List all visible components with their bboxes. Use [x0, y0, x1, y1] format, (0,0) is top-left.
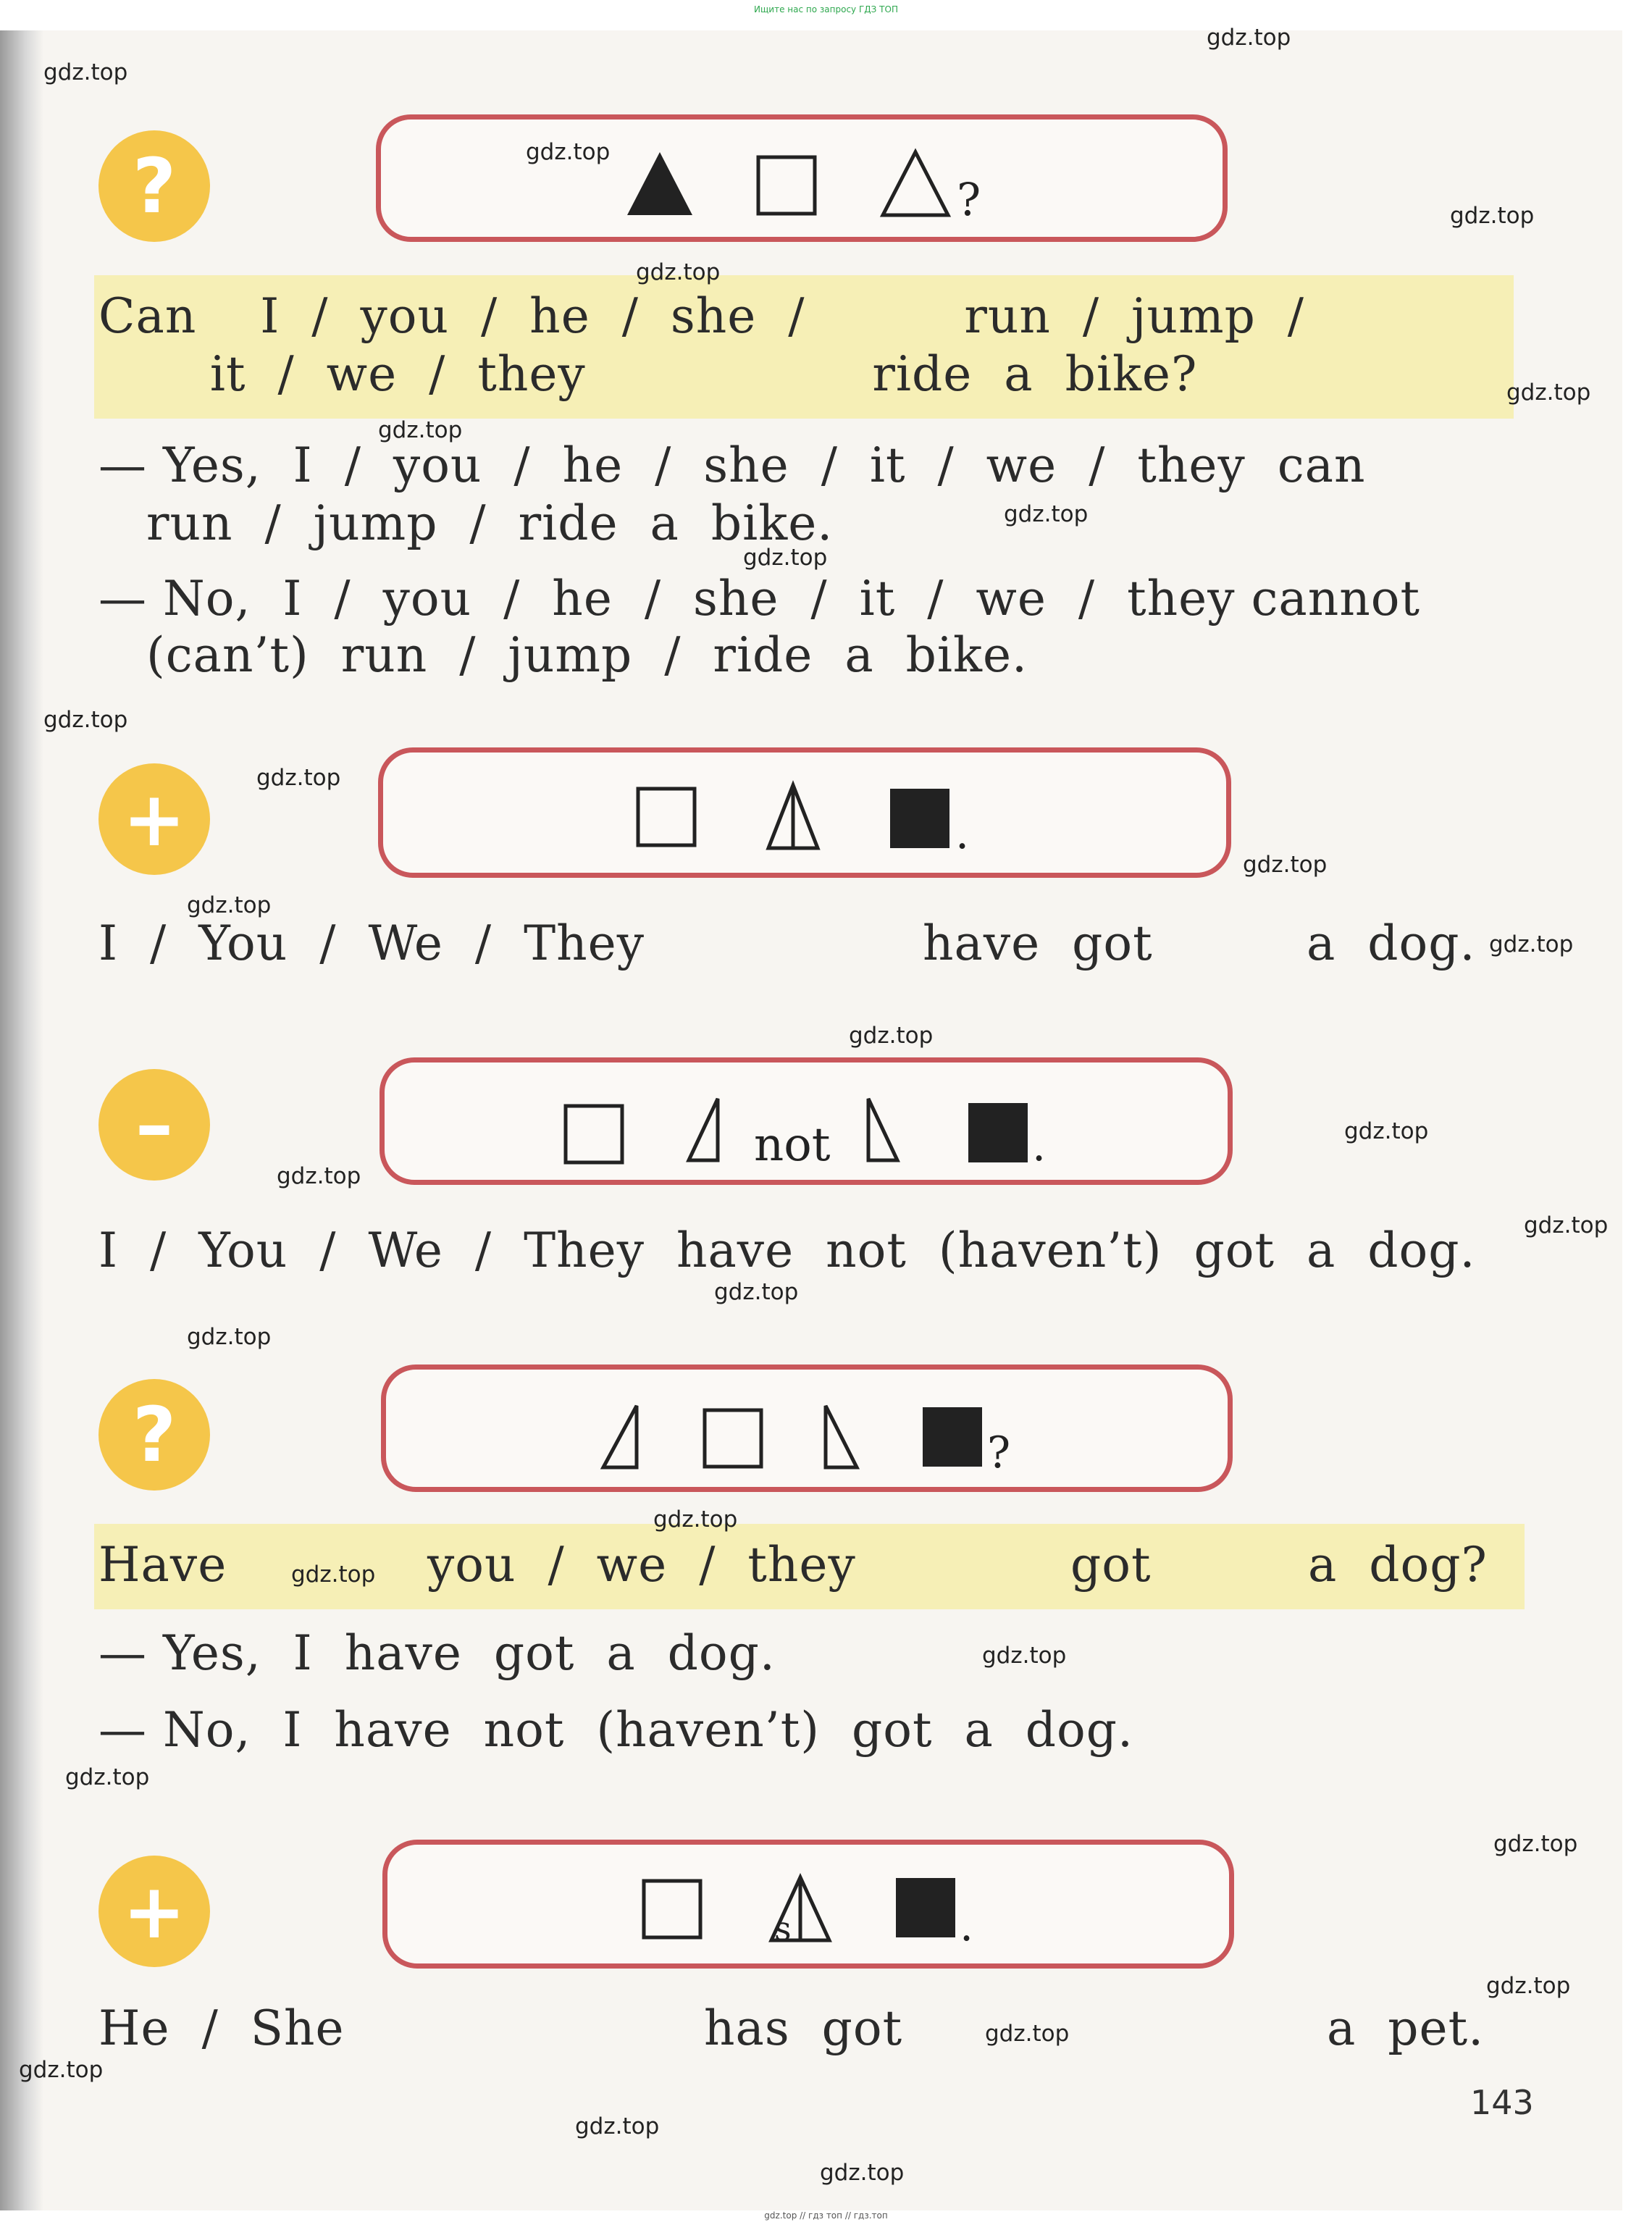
pattern-shapes — [385, 1062, 1238, 1190]
minus-badge: – — [98, 1069, 210, 1181]
book-spine-shadow — [0, 30, 43, 2210]
pattern-box-affirmative-have — [378, 747, 1231, 878]
watermark: gdz.top — [1344, 1118, 1429, 1144]
watermark: gdz.top — [1243, 852, 1328, 878]
answer-no-can-line-2: (can’t) run / jump / ride a bike. — [98, 627, 1028, 683]
empty-square-icon — [705, 1410, 761, 1467]
plus-badge: + — [98, 763, 210, 875]
filled-square-icon — [968, 1103, 1028, 1162]
pattern-shapes — [386, 1370, 1238, 1497]
right-half-triangle-icon — [868, 1099, 897, 1160]
answer-yes-can-line-2: run / jump / ride a bike. — [98, 495, 834, 551]
watermark: gdz.top — [277, 1163, 361, 1189]
sentence-subjects: I / You / We / They — [98, 915, 645, 971]
watermark: gdz.top — [291, 1562, 376, 1588]
watermark: gdz.top — [849, 1023, 934, 1049]
empty-square-icon — [566, 1106, 622, 1162]
watermark: gdz.top — [820, 2160, 905, 2186]
question-have-subjects: you / we / they — [427, 1537, 856, 1593]
pattern-box-affirmative-has — [382, 1840, 1234, 1969]
pattern-s-letter: s — [774, 1909, 792, 1948]
watermark: gdz.top — [1524, 1212, 1609, 1238]
filled-square-icon — [890, 789, 949, 848]
watermark: gdz.top — [65, 1764, 150, 1790]
empty-square-icon — [644, 1881, 700, 1937]
sentence-verb: have got — [923, 915, 1153, 971]
watermark: gdz.top — [714, 1279, 799, 1305]
answer-no-have: — No, I have not (haven’t) got a dog. — [98, 1702, 1133, 1758]
left-half-triangle-icon — [603, 1406, 637, 1467]
watermark: gdz.top — [1004, 501, 1089, 527]
pattern-box-question-have — [381, 1365, 1233, 1492]
question-have-object: a dog? — [1308, 1537, 1488, 1593]
watermark: gdz.top — [43, 707, 128, 733]
watermark: gdz.top — [378, 417, 463, 443]
pattern-period: . — [960, 1900, 974, 1951]
watermark: gdz.top — [985, 2021, 1070, 2047]
has-sentence-object: a pet. — [1327, 2000, 1485, 2056]
question-badge: ? — [98, 130, 210, 242]
filled-square-icon — [923, 1407, 982, 1467]
watermark: gdz.top — [1450, 203, 1535, 229]
watermark: gdz.top — [1493, 1831, 1578, 1857]
pattern-box-negative-have — [380, 1057, 1233, 1185]
left-half-triangle-icon — [689, 1099, 718, 1160]
question-can-line-1: Can I / you / he / she / run / jump / — [98, 288, 1305, 344]
bottom-note: gdz.top // гдз топ // гдз.топ — [764, 2210, 888, 2221]
empty-triangle-icon — [883, 152, 948, 215]
pattern-question-mark: ? — [957, 173, 981, 226]
watermark: gdz.top — [187, 1324, 272, 1350]
answer-no-can-line-1: — No, I / you / he / she / it / we / they cannot — [98, 571, 1421, 626]
pattern-shapes — [383, 753, 1236, 883]
watermark: gdz.top — [256, 765, 341, 791]
question-have-verb: got — [1070, 1537, 1152, 1593]
filled-triangle-icon — [627, 152, 692, 215]
watermark: gdz.top — [1506, 380, 1591, 406]
watermark: gdz.top — [1207, 25, 1291, 51]
watermark: gdz.top — [1489, 931, 1574, 957]
negative-sentence: I / You / We / They have not (haven’t) got a dog. — [98, 1223, 1476, 1278]
top-search-note: Ищите нас по запросу ГДЗ ТОП — [754, 4, 898, 14]
watermark: gdz.top — [575, 2113, 660, 2139]
answer-yes-can-line-1: — Yes, I / you / he / she / it / we / they can — [98, 437, 1366, 493]
watermark: gdz.top — [1486, 1973, 1571, 1999]
empty-square-icon — [638, 789, 695, 845]
pattern-box-question-can — [376, 114, 1228, 242]
has-sentence-verb: has got — [704, 2000, 903, 2056]
has-sentence-subjects: He / She — [98, 2000, 345, 2056]
pattern-shapes — [381, 120, 1233, 247]
empty-square-icon — [758, 157, 815, 214]
pattern-shapes — [387, 1845, 1239, 1974]
watermark: gdz.top — [19, 2057, 104, 2083]
question-badge: ? — [98, 1379, 210, 1491]
right-half-triangle-icon — [826, 1406, 857, 1467]
watermark: gdz.top — [743, 545, 828, 571]
sentence-object: a dog. — [1307, 915, 1476, 971]
pattern-period: . — [955, 808, 970, 859]
watermark: gdz.top — [982, 1643, 1067, 1669]
watermark: gdz.top — [43, 59, 128, 85]
pattern-not-word: not — [754, 1118, 831, 1172]
question-can-line-2: it / we / they ride a bike? — [98, 346, 1198, 402]
answer-yes-have: — Yes, I have got a dog. — [98, 1625, 776, 1681]
pattern-question-mark: ? — [987, 1428, 1011, 1478]
watermark: gdz.top — [653, 1506, 738, 1533]
watermark: gdz.top — [526, 139, 611, 165]
question-have-start: Have — [98, 1537, 227, 1593]
filled-square-icon — [896, 1878, 955, 1937]
watermark: gdz.top — [636, 259, 721, 285]
watermark: gdz.top — [187, 892, 272, 918]
pattern-period: . — [1032, 1120, 1047, 1171]
plus-badge: + — [98, 1856, 210, 1967]
page-number: 143 — [1470, 2083, 1534, 2122]
